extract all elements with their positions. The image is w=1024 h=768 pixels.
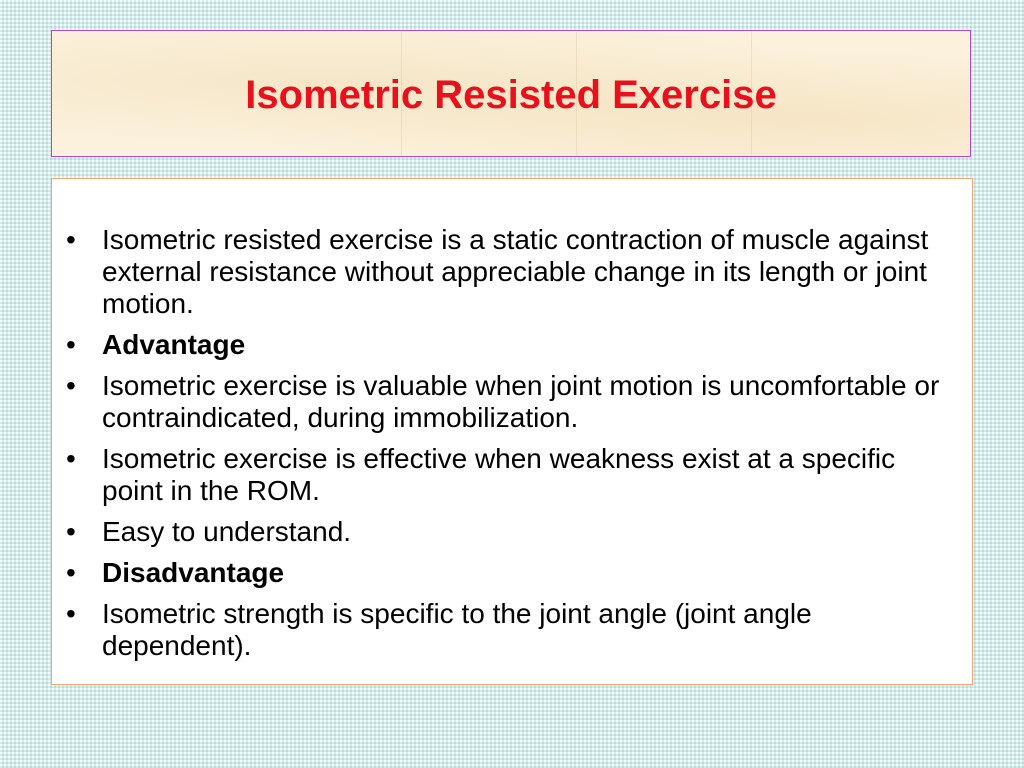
title-box: [51, 30, 971, 157]
bullet-item-definition: [52, 224, 942, 320]
bullet-icon: •: [66, 370, 76, 401]
bullet-text: Advantage: [102, 329, 246, 360]
bullet-icon: •: [66, 224, 76, 255]
bullet-item-advantage-rom: [52, 443, 942, 507]
slide-title: Isometric Resisted Exercise: [245, 73, 777, 117]
bullet-icon: •: [66, 329, 76, 360]
bullet-item-advantage-heading: [52, 329, 942, 361]
bullet-icon: •: [66, 557, 76, 588]
bullet-item-advantage-easy: [52, 516, 942, 548]
bullet-item-disadvantage-joint-angle: [52, 598, 942, 662]
bullet-text: Isometric exercise is valuable when joint motion is uncomfortable or contraindicated, during immobilization.: [102, 370, 940, 433]
bullet-item-disadvantage-heading: [52, 557, 942, 589]
bullet-icon: •: [66, 443, 76, 474]
bullet-text: Disadvantage: [102, 557, 285, 588]
bullet-icon: •: [66, 516, 76, 547]
bullet-list: [52, 179, 972, 662]
bullet-text: Isometric exercise is effective when weakness exist at a specific point in the ROM.: [102, 443, 896, 506]
bullet-text: Easy to understand.: [102, 516, 352, 547]
bullet-text: Isometric resisted exercise is a static contraction of muscle against external resistance without appreciable change in its length or joint motion.: [102, 224, 929, 319]
content-box: [51, 178, 973, 685]
bullet-icon: •: [66, 598, 76, 629]
bullet-item-advantage-immobilization: [52, 370, 942, 434]
bullet-text: Isometric strength is specific to the joint angle (joint angle dependent).: [102, 598, 812, 661]
